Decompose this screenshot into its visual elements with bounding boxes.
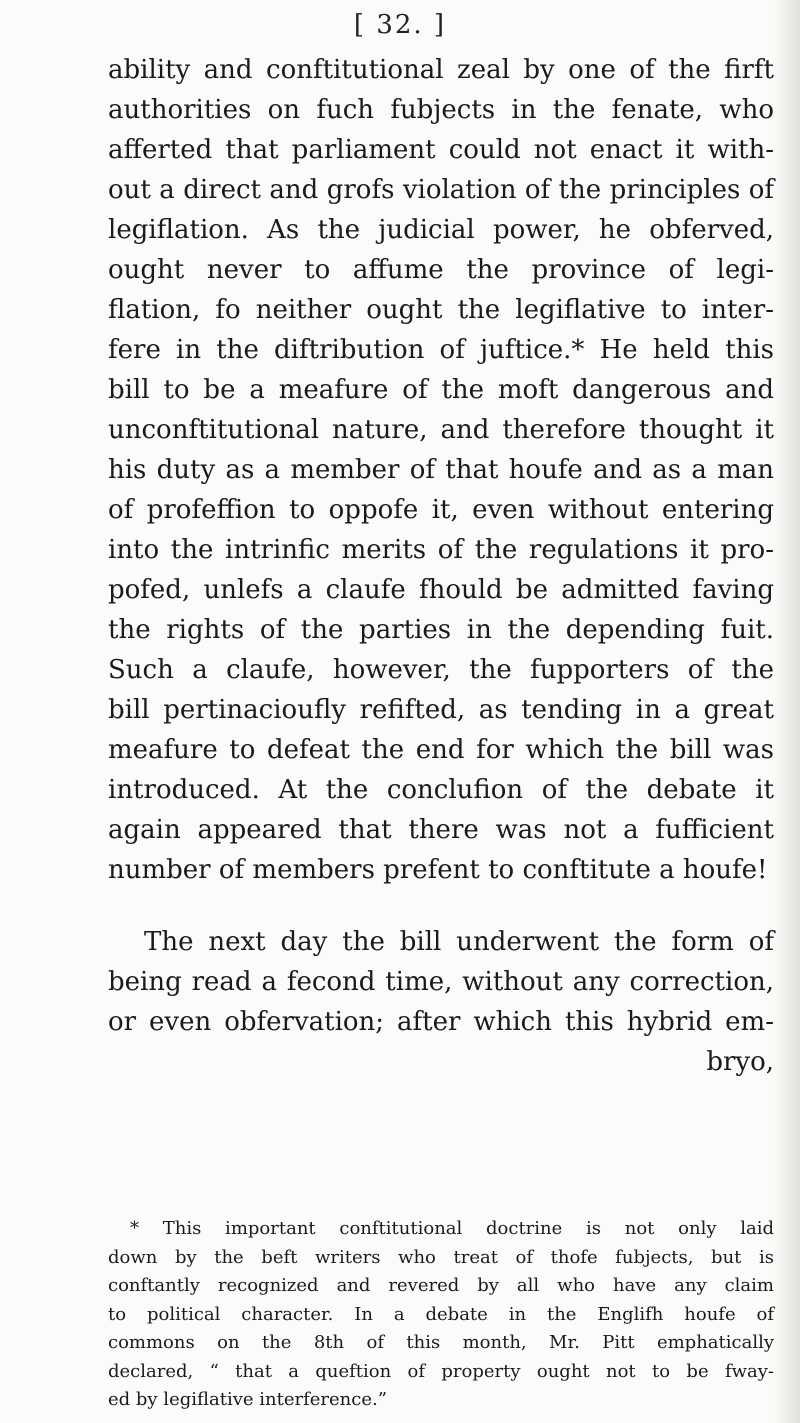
text-line: again appeared that there was not a fufficient (108, 815, 774, 845)
text-line: introduced. At the conclufion of the debate it (108, 775, 774, 805)
text-line: The next day the bill underwent the form of (144, 927, 774, 957)
text-line: meafure to defeat the end for which the bill was (108, 735, 774, 765)
text-line: Such a claufe, however, the fupporters of the (108, 655, 774, 685)
text-line: being read a fecond time, without any correction, (108, 967, 774, 997)
footnote-line: to political character. In a debate in the Englifh houfe of (108, 1303, 774, 1325)
main-text (108, 50, 774, 1082)
page-number: [ 32. ] (353, 10, 447, 40)
text-line: number of members prefent to conftitute a houfe! (108, 855, 768, 885)
text-line: into the intrinfic merits of the regulations it pro- (108, 535, 774, 565)
footnote-line: commons on the 8th of this month, Mr. Pitt emphatically (108, 1332, 774, 1353)
text-line: bill to be a meafure of the moft dangerous and (108, 375, 774, 405)
text-line: the rights of the parties in the depending fuit. (108, 615, 774, 645)
text-line: or even obfervation; after which this hybrid em- (108, 1007, 774, 1037)
footnote-line: * This important conftitutional doctrine is not only laid (130, 1218, 774, 1239)
text-line: ability and conftitutional zeal by one of the firft (108, 55, 774, 85)
text-line: pofed, unlefs a claufe fhould be admitted faving (108, 575, 774, 605)
text-line: fere in the diftribution of juftice.* He held this (108, 335, 774, 365)
text-line: authorities on fuch fubjects in the fenate, who (108, 95, 774, 125)
text-line: flation, fo neither ought the legiflative to inter- (108, 295, 774, 325)
text-line: unconftitutional nature, and therefore thought it (108, 415, 774, 445)
text-line: out a direct and grofs violation of the principles of (108, 175, 774, 205)
text-line: of profeffion to oppofe it, even without entering (108, 495, 774, 525)
catchword: bryo, (706, 1047, 774, 1077)
text-line: his duty as a member of that houfe and as a man (108, 455, 774, 485)
page-edge-shadow (774, 0, 800, 1423)
paragraph-gap (108, 890, 774, 922)
footnote-line: ed by legiflative interference.” (108, 1389, 387, 1410)
footnote-line: declared, “ that a queftion of property ought not to be fway- (108, 1360, 774, 1382)
text-line: ought never to affume the province of legi- (108, 255, 774, 285)
footnote (108, 1215, 774, 1415)
text-line: afferted that parliament could not enact it with- (108, 135, 774, 165)
footnote-line: conftantly recognized and revered by all who have any claim (108, 1275, 774, 1296)
footnote-line: down by the beft writers who treat of thofe fubjects, but is (108, 1246, 774, 1268)
text-line: bill pertinacioufly refifted, as tending in a great (108, 695, 774, 725)
text-line: legiflation. As the judicial power, he obferved, (108, 215, 774, 245)
